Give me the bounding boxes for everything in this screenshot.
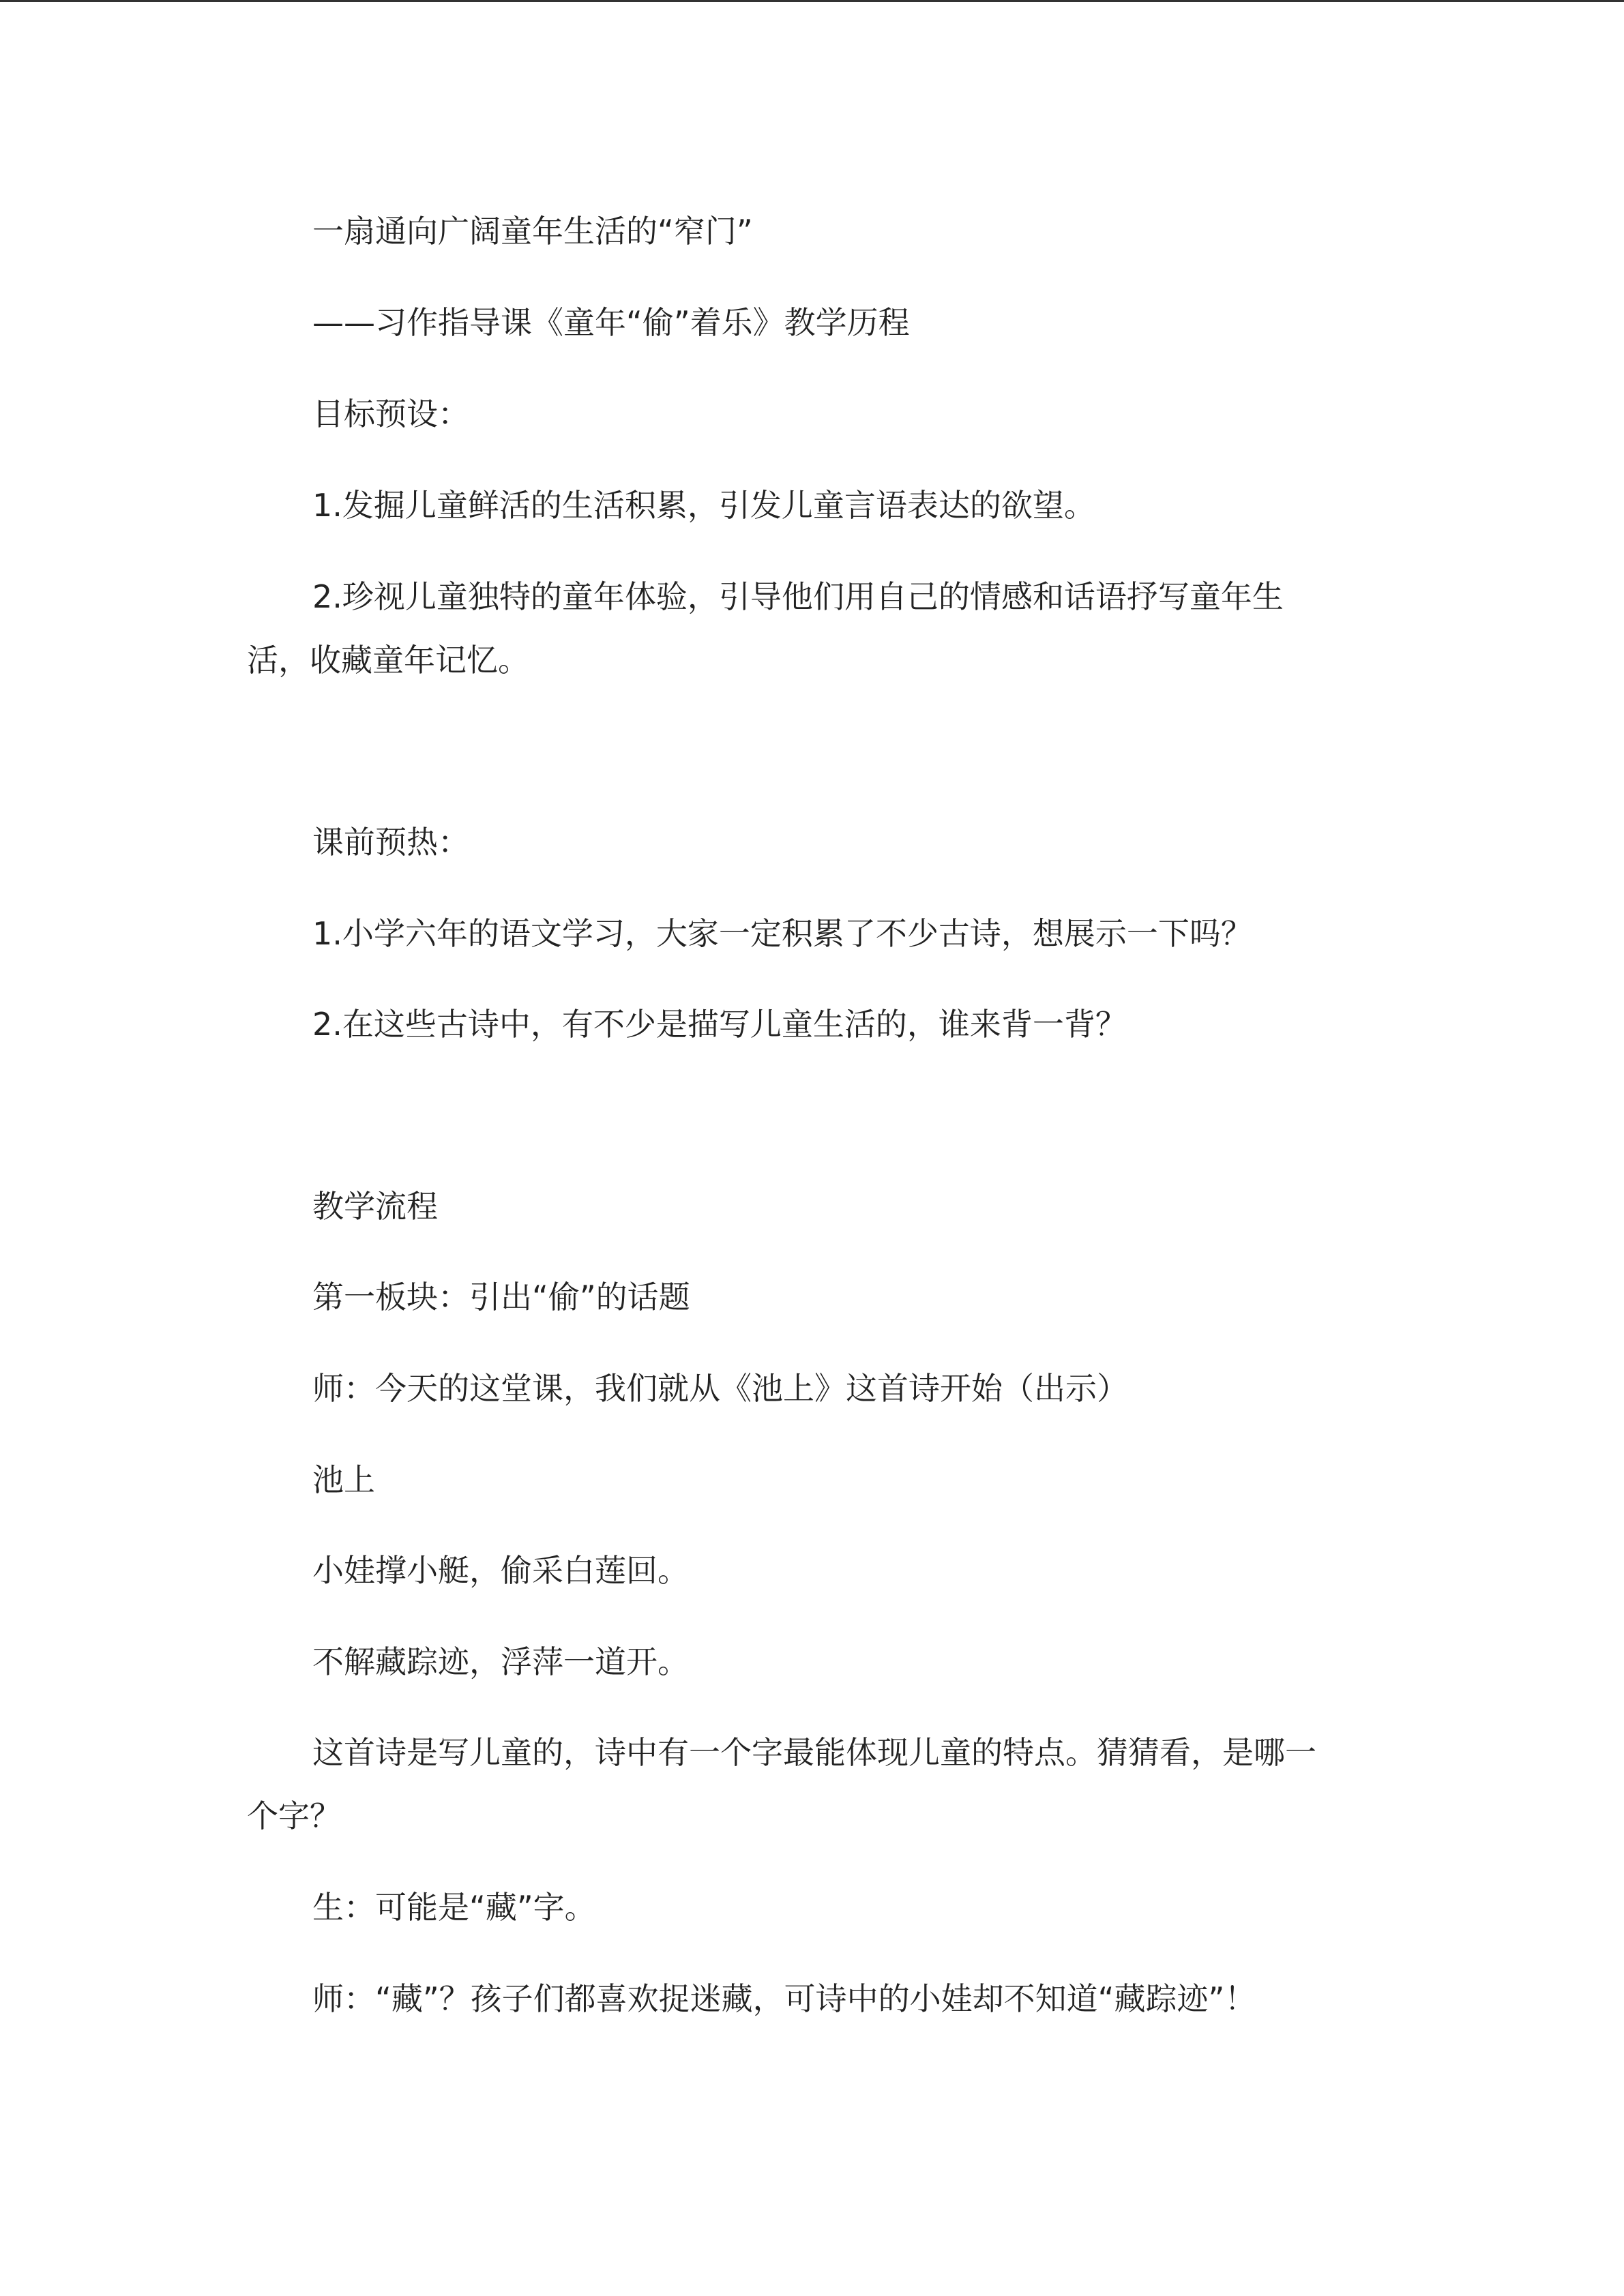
- poem-line-2: 不解藏踪迹，浮萍一道开。: [312, 1643, 689, 1680]
- goal-item-2-continued: 活，收藏童年记忆。: [247, 642, 529, 679]
- block1-heading: 第一板块：引出“偷”的话题: [312, 1279, 690, 1315]
- goals-heading: 目标预设：: [312, 396, 469, 432]
- teacher-reply: 师：“藏”？孩子们都喜欢捉迷藏，可诗中的小娃却不知道“藏踪迹”！: [312, 1980, 1256, 2017]
- goal-item-1: 1.发掘儿童鲜活的生活积累，引发儿童言语表达的欲望。: [312, 487, 1095, 524]
- question-line-1: 这首诗是写儿童的，诗中有一个字最能体现儿童的特点。猜猜看，是哪一: [312, 1734, 1316, 1771]
- process-heading: 教学流程: [312, 1188, 438, 1225]
- document-title: 一扇通向广阔童年生活的“窄门”: [312, 213, 753, 250]
- poem-line-1: 小娃撑小艇，偷采白莲回。: [312, 1552, 689, 1589]
- warmup-heading: 课前预热：: [312, 824, 469, 861]
- document-subtitle: ——习作指导课《童年“偷”着乐》教学历程: [312, 304, 910, 341]
- teacher-intro: 师：今天的这堂课，我们就从《池上》这首诗开始（出示）: [312, 1370, 1128, 1407]
- question-line-2: 个字？: [247, 1798, 341, 1834]
- student-reply: 生：可能是“藏”字。: [312, 1889, 596, 1926]
- warmup-item-1: 1.小学六年的语文学习，大家一定积累了不少古诗，想展示一下吗？: [312, 915, 1252, 952]
- goal-item-2: 2.珍视儿童独特的童年体验，引导他们用自己的情感和话语抒写童年生: [312, 578, 1284, 615]
- warmup-item-2: 2.在这些古诗中，有不少是描写儿童生活的，谁来背一背？: [312, 1006, 1127, 1043]
- poem-title: 池上: [312, 1461, 375, 1498]
